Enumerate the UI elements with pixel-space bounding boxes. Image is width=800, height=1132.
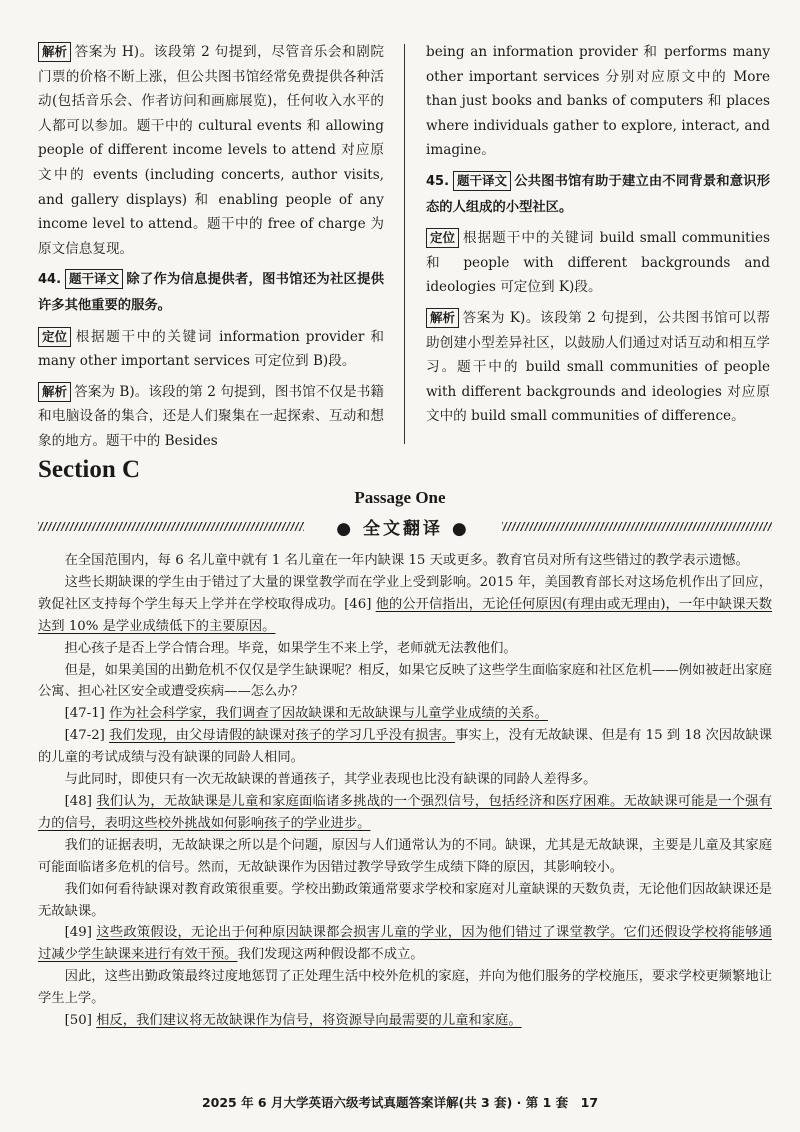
- q44-locate: [38, 325, 384, 374]
- banner-title: [304, 514, 502, 539]
- q44-number: 44.: [38, 272, 62, 288]
- q44-analysis-text: 答案为 B)。该段的第 2 句提到，图书馆不仅是书籍和电脑设备的集合，还是人们聚集在一起探索、互动和想象的地方。题干中的 Besides: [38, 383, 384, 449]
- q44-analysis: [38, 380, 384, 454]
- paragraph-text: [47-2]: [64, 728, 110, 744]
- paragraph-12: [38, 966, 772, 1010]
- q45-analysis-text: 答案为 K)。该段第 2 句提到，公共图书馆可以帮助创建小型差异社区，以鼓励人们通过对话互动和相互学习。题干中的 build small communities of people with different backgrounds and ideologies 对应原文中的 build small communities of difference。: [426, 309, 770, 425]
- paragraph-text: 这些长期缺课的学生由于错过了大量的课堂教学而在学业上受到影响。2015 年，美国教育部长对这场危机作出了回应，敦促社区支持每个学生每天上学并在学校取得成功。[46]: [38, 574, 772, 612]
- underlined-answer: 我们发现，由父母请假的缺课对孩子的学习几乎没有损害。: [109, 728, 456, 744]
- paragraph-5: [38, 703, 772, 725]
- paragraph-text: 我们的证据表明，无故缺课之所以是个问题，原因与人们通常认为的不同。缺课，尤其是无故缺课，主要是儿童及其家庭可能面临诸多危机的信号。然而，无故缺课作为因错过教学导致学生成绩下降的原因，其影响较小。: [38, 837, 772, 875]
- translation-tag: 题干译文: [65, 269, 123, 289]
- underlined-answer: 这些政策假设，无论出于何种原因缺课都会损害儿童的学业，因为他们错过了课堂教学。它们还假设学校将能够通过减少学生缺课来进行有效干预。: [38, 925, 772, 963]
- translation-banner: [38, 514, 772, 540]
- paragraph-text: [48]: [64, 793, 97, 809]
- paragraph-4: [38, 660, 772, 704]
- right-column: [426, 40, 770, 435]
- underlined-answer: 相反，我们建议将无故缺课作为信号，将资源导向最需要的儿童和家庭。: [96, 1013, 522, 1029]
- paragraph-text: 在全国范围内，每 6 名儿童中就有 1 名儿童在一年内缺课 15 天或更多。教育官员对所有这些错过的教学表示遗憾。: [64, 553, 749, 568]
- locate-tag: 定位: [426, 228, 459, 248]
- q43-analysis-continued: [38, 40, 384, 261]
- underlined-answer: 他的公开信指出，无论任何原因(有理由或无理由)，一年中缺课天数达到 10% 是学业成绩低下的主要原因。: [38, 596, 772, 634]
- paragraph-2: [38, 572, 772, 638]
- page-footer: 2025 年 6 月大学英语六级考试真题答案详解(共 3 套) · 第 1 套 17: [201, 1095, 599, 1110]
- q43-analysis-text: 答案为 H)。该段第 2 句提到，尽管音乐会和剧院门票的价格不断上涨，但公共图书馆经常免费提供各种活动(包括音乐会、作者访问和画廊展览)，任何收入水平的人都可以参加。题干中的 cultural events 和 allowing people of different income levels to attend 对应原文中的 events (including concerts, author visits, and gallery displays) 和 enabling people of any income level to attend。题干中的 free of charge 为原文信息复现。: [38, 44, 384, 257]
- paragraph-13: [38, 1010, 772, 1032]
- translation-tag: 题干译文: [453, 171, 511, 191]
- analysis-tag: 解析: [38, 382, 71, 402]
- q44-translation: 除了作为信息提供者，图书馆还为社区提供许多其他重要的服务。: [38, 272, 384, 313]
- analysis-tag: 解析: [38, 42, 71, 62]
- q44-locate-text: 根据题干中的关键词 information provider 和 many other important services 可定位到 B)段。: [38, 328, 384, 370]
- locate-tag: 定位: [38, 327, 71, 347]
- hatch-right: [502, 522, 772, 531]
- paragraph-text: 我们如何看待缺课对教育政策很重要。学校出勤政策通常要求学校和家庭对儿童缺课的天数负责，无论他们因故缺课还是无故缺课。: [38, 881, 772, 919]
- paragraph-10: [38, 879, 772, 923]
- hatch-left: [38, 522, 304, 531]
- paragraph-text: 因此，这些出勤政策最终过度地惩罚了正处理生活中校外危机的家庭，并向为他们服务的学校施压，要求学校更频繁地让学生上学。: [38, 969, 772, 1007]
- q44-block: [38, 267, 384, 318]
- q45-translation: 公共图书馆有助于建立由不同背景和意识形态的人组成的小型社区。: [426, 173, 770, 215]
- q44-analysis-continued: being an information provider 和 performs many other important services 分别对应原文中的 More than just books and banks of computers 和 places where individuals gather to explore, interact, and imagine。: [426, 44, 770, 159]
- banner-title-text: 全文翻译: [363, 519, 443, 539]
- paragraph-text: [50]: [64, 1013, 97, 1029]
- section-title: Section C: [38, 456, 141, 483]
- paragraph-text: [49]: [64, 925, 97, 941]
- paragraph-11: [38, 922, 772, 966]
- paragraph-text: 但是，如果美国的出勤危机不仅仅是学生缺课呢？相反，如果它反映了这些学生面临家庭和社区危机——例如被赶出家庭公寓、担心社区安全或遭受疾病——怎么办？: [38, 662, 772, 700]
- q45-locate-text: 根据题干中的关键词 build small communities 和 people with different backgrounds and ideologies 可定位到 K)段。: [426, 230, 770, 296]
- underlined-answer: 我们认为，无故缺课是儿童和家庭面临诸多挑战的一个强烈信号，包括经济和医疗困难。无故缺课可能是一个强有力的信号，表明这些校外挑战如何影响孩子的学业进步。: [38, 793, 772, 831]
- paragraph-6: [38, 725, 772, 769]
- q45-analysis: [426, 306, 770, 429]
- left-column: [38, 40, 384, 460]
- bullet-icon: ●: [336, 519, 355, 539]
- underlined-answer: 作为社会科学家，我们调查了因故缺课和无故缺课与儿童学业成绩的关系。: [109, 706, 548, 722]
- translation-body: [38, 550, 772, 1032]
- paragraph-7: [38, 769, 772, 791]
- paragraph-1: [38, 550, 772, 572]
- paragraph-text: 我们发现这两种假设都不成立。: [237, 947, 424, 963]
- q45-number: 45.: [426, 173, 450, 189]
- paragraph-text: 与此同时，即使只有一次无故缺课的普通孩子，其学业表现也比没有缺课的同龄人差得多。: [64, 772, 597, 788]
- paragraph-3: [38, 638, 772, 660]
- paragraph-text: [47-1]: [64, 706, 110, 722]
- analysis-tag: 解析: [426, 308, 459, 328]
- paragraph-9: [38, 835, 772, 879]
- paragraph-text: 担心孩子是否上学合情合理。毕竟，如果学生不来上学，老师就无法教他们。: [64, 640, 517, 656]
- paragraph-text: 事实上，没有无故缺课、但是有 15 到 18 次因故缺课的儿童的考试成绩与没有缺课的同龄人相同。: [38, 728, 773, 766]
- q45-block: [426, 169, 770, 220]
- passage-title: Passage One: [354, 488, 446, 507]
- q45-locate: [426, 226, 770, 300]
- column-divider: [404, 44, 405, 444]
- paragraph-8: [38, 791, 772, 835]
- bullet-icon: ●: [451, 519, 470, 539]
